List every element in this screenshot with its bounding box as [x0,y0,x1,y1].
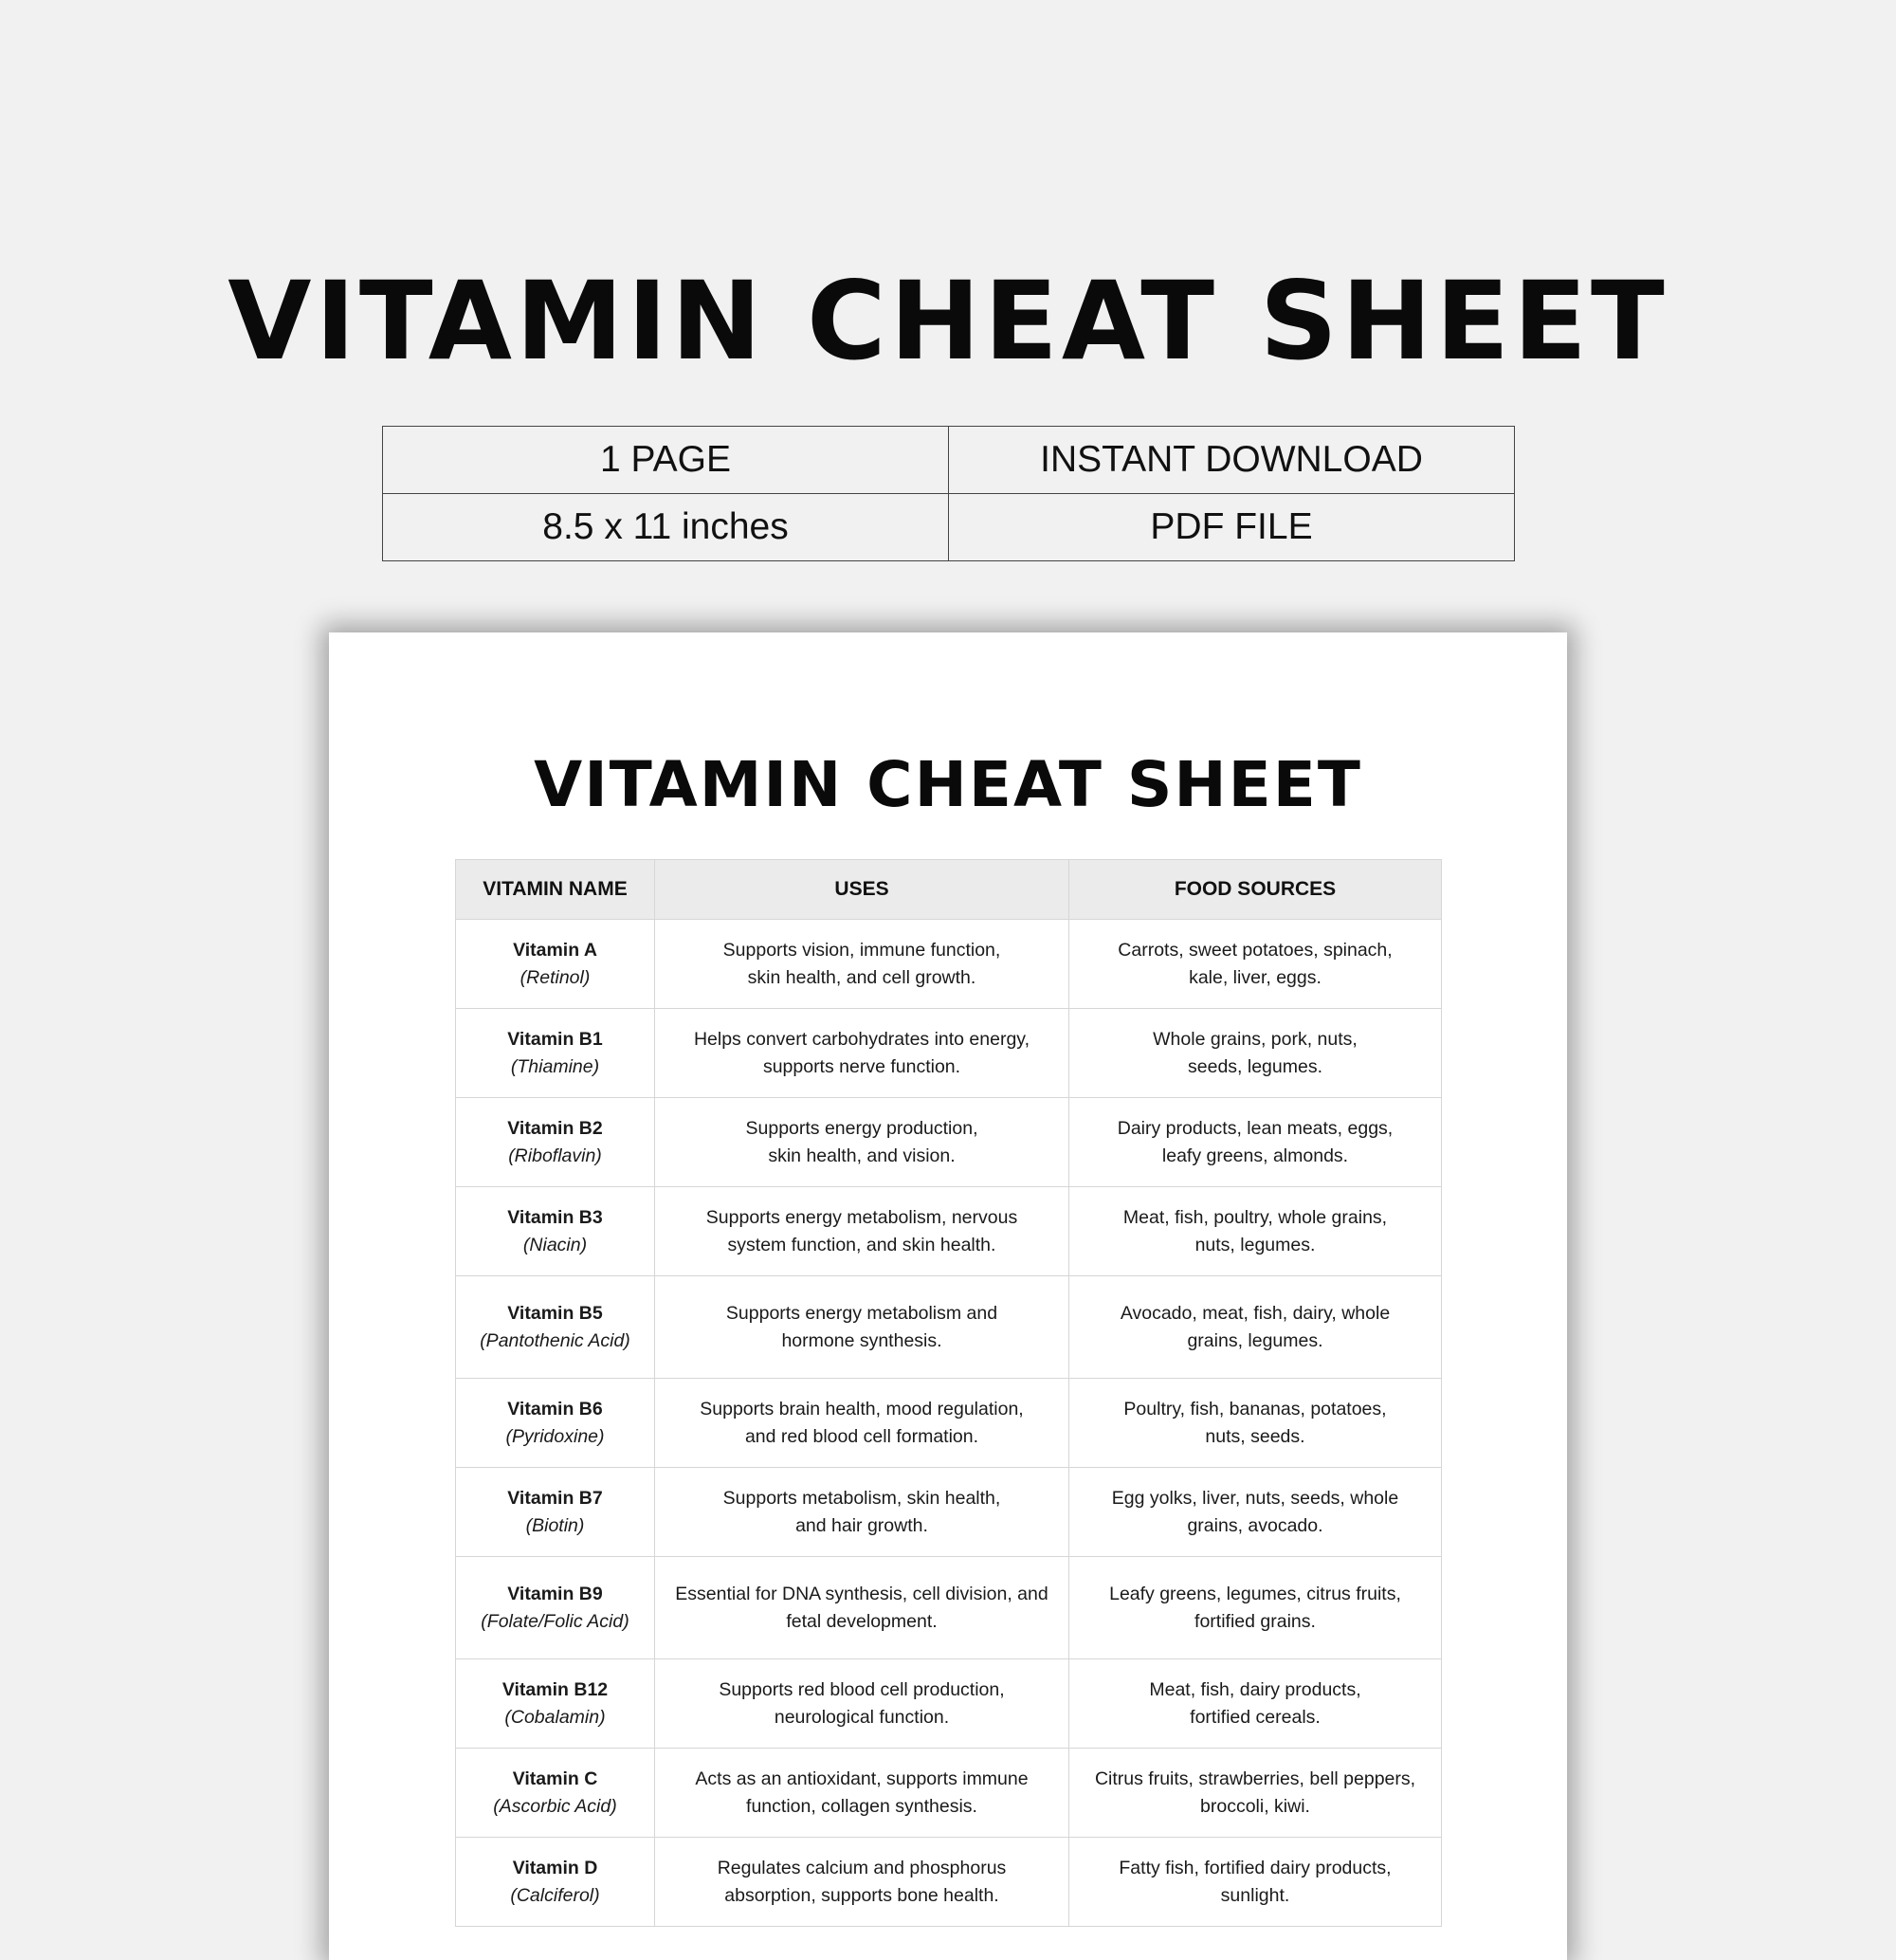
vitamin-uses: Supports brain health, mood regulation, and red blood cell formation. [655,1379,1069,1468]
vitamin-name-cell [456,1659,655,1749]
vitamin-uses: Supports metabolism, skin health, and hair growth. [655,1468,1069,1557]
vitamin-food-sources: Leafy greens, legumes, citrus fruits, fortified grains. [1069,1557,1442,1659]
vitamin-uses: Supports red blood cell production, neurological function. [655,1659,1069,1749]
vitamin-name-cell [456,1098,655,1187]
table-header-row [456,860,1442,920]
vitamin-name-cell [456,1557,655,1659]
vitamin-food-sources: Dairy products, lean meats, eggs, leafy greens, almonds. [1069,1098,1442,1187]
vitamin-name-cell [456,1468,655,1557]
vitamin-food-sources: Whole grains, pork, nuts, seeds, legumes. [1069,1009,1442,1098]
vitamin-uses: Acts as an antioxidant, supports immune function, collagen synthesis. [655,1749,1069,1838]
vitamin-name: Vitamin B3 [507,1206,603,1228]
header-vitamin-name: VITAMIN NAME [456,860,655,920]
table-row [456,1468,1442,1557]
vitamin-name: Vitamin B2 [507,1117,603,1139]
vitamin-scientific-name: (Retinol) [520,966,591,988]
vitamin-name: Vitamin B1 [507,1028,603,1050]
vitamin-name: Vitamin B9 [507,1583,603,1604]
table-row [456,1379,1442,1468]
vitamin-name: Vitamin B12 [501,1678,609,1700]
table-row [456,1009,1442,1098]
vitamin-food-sources: Citrus fruits, strawberries, bell peppers, broccoli, kiwi. [1069,1749,1442,1838]
spec-delivery: INSTANT DOWNLOAD [949,427,1515,494]
specs-row [383,494,1515,561]
vitamin-name: Vitamin B6 [507,1398,603,1420]
vitamin-name-cell [456,1749,655,1838]
vitamin-name: Vitamin D [512,1857,598,1878]
vitamin-scientific-name: (Niacin) [522,1234,588,1255]
vitamin-name-cell [456,1009,655,1098]
vitamin-scientific-name: (Ascorbic Acid) [493,1795,617,1817]
vitamin-food-sources: Egg yolks, liver, nuts, seeds, whole grains, avocado. [1069,1468,1442,1557]
spec-pages: 1 PAGE [383,427,949,494]
vitamin-table [455,859,1442,1927]
vitamin-scientific-name: (Biotin) [525,1514,585,1536]
vitamin-name-cell [456,920,655,1009]
hero-title: VITAMIN CHEAT SHEET [228,258,1668,384]
vitamin-uses: Regulates calcium and phosphorus absorption, supports bone health. [655,1838,1069,1927]
vitamin-name-cell [456,1187,655,1276]
vitamin-scientific-name: (Thiamine) [510,1055,600,1077]
vitamin-name: Vitamin B5 [507,1302,603,1324]
vitamin-food-sources: Meat, fish, dairy products, fortified cereals. [1069,1659,1442,1749]
table-row [456,1276,1442,1379]
vitamin-uses: Essential for DNA synthesis, cell division, and fetal development. [655,1557,1069,1659]
vitamin-food-sources: Poultry, fish, bananas, potatoes, nuts, seeds. [1069,1379,1442,1468]
header-uses: USES [655,860,1069,920]
vitamin-uses: Supports energy production, skin health, and vision. [655,1098,1069,1187]
vitamin-scientific-name: (Pantothenic Acid) [480,1329,630,1351]
vitamin-name-cell [456,1276,655,1379]
vitamin-name: Vitamin A [513,939,597,961]
document-preview-page [329,632,1567,1960]
vitamin-scientific-name: (Cobalamin) [504,1706,606,1728]
vitamin-scientific-name: (Riboflavin) [508,1145,602,1166]
vitamin-scientific-name: (Calciferol) [510,1884,600,1906]
vitamin-scientific-name: (Folate/Folic Acid) [481,1610,629,1632]
vitamin-food-sources: Carrots, sweet potatoes, spinach, kale, liver, eggs. [1069,920,1442,1009]
table-row [456,1749,1442,1838]
vitamin-uses: Supports vision, immune function, skin health, and cell growth. [655,920,1069,1009]
vitamin-uses: Supports energy metabolism, nervous system function, and skin health. [655,1187,1069,1276]
header-food-sources: FOOD SOURCES [1069,860,1442,920]
vitamin-name-cell [456,1379,655,1468]
vitamin-food-sources: Meat, fish, poultry, whole grains, nuts, legumes. [1069,1187,1442,1276]
table-row [456,1557,1442,1659]
table-row [456,1659,1442,1749]
spec-format: PDF FILE [949,494,1515,561]
vitamin-food-sources: Avocado, meat, fish, dairy, whole grains, legumes. [1069,1276,1442,1379]
vitamin-uses: Supports energy metabolism and hormone synthesis. [655,1276,1069,1379]
vitamin-uses: Helps convert carbohydrates into energy, supports nerve function. [655,1009,1069,1098]
table-row [456,1187,1442,1276]
table-row [456,920,1442,1009]
specs-row [383,427,1515,494]
table-row [456,1838,1442,1927]
vitamin-food-sources: Fatty fish, fortified dairy products, sunlight. [1069,1838,1442,1927]
sheet-title: VITAMIN CHEAT SHEET [534,748,1362,821]
vitamin-scientific-name: (Pyridoxine) [505,1425,605,1447]
spec-size: 8.5 x 11 inches [383,494,949,561]
product-specs-table [382,426,1515,561]
vitamin-table-body [456,920,1442,1927]
vitamin-name: Vitamin C [512,1768,598,1789]
vitamin-name: Vitamin B7 [507,1487,603,1509]
vitamin-name-cell [456,1838,655,1927]
table-row [456,1098,1442,1187]
